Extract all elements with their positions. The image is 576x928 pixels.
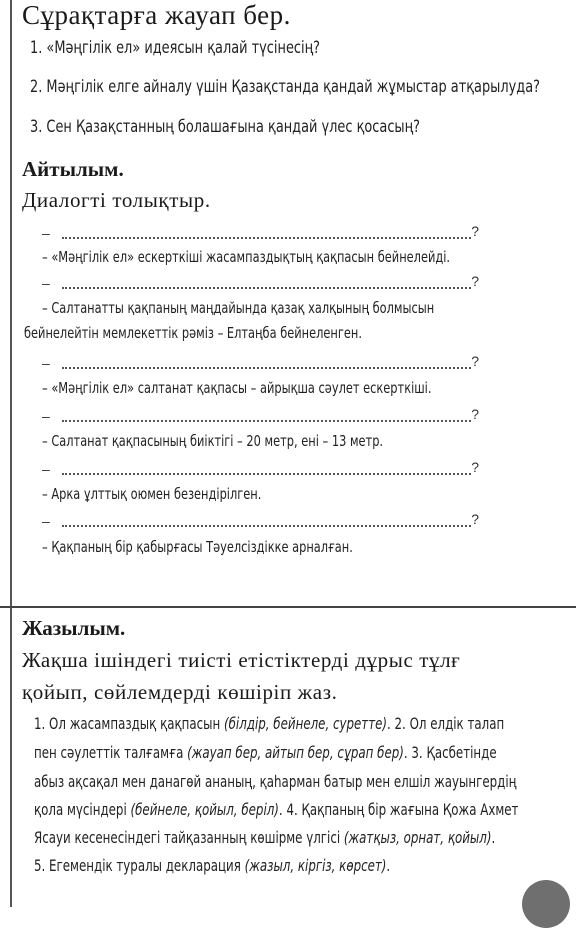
writing-heading: Жазылым. [22,616,126,640]
dialogue-blank: – ? [42,223,479,241]
left-margin-rule [10,0,12,907]
exercise-line-3: абыз ақсақал мен данагөй ананың, қаһарман батыр мен елшіл жауынгердің [34,772,517,791]
dialogue-blank: – ? [42,273,479,291]
exercise-line-2: пен сәулеттік талғамға (жауап бер, айтып бер, сұрап бер). 3. Қасбетінде [34,743,497,762]
exercise-line-6: 5. Егемендік туралы декларация (жазыл, кіргіз, көрсет). [34,856,391,875]
speaking-task: Диалогті толықтыр. [22,188,211,212]
section-title: Сұрақтарға жауап бер. [22,0,291,30]
question-3: 3. Сен Қазақстанның болашағына қандай үлес қосасың? [30,117,421,137]
dialogue-blank: – ? [42,353,479,371]
dialogue-answer: – Салтанатты қақпаның маңдайында қазақ халқының болмысын [42,299,435,317]
section-divider [0,606,576,608]
writing-task-line-2: қойып, сөйлемдерді көшіріп жаз. [22,680,338,704]
exercise-line-4: қола мүсіндері (бейнеле, қойыл, беріл). 4. Қақпаның бір жағына Қожа Ахмет [34,800,519,819]
exercise-line-1: 1. Ол жасампаздық қақпасын (білдір, бейнеле, суретте). 2. Ол елдік талап [34,714,505,733]
dialogue-answer: – «Мәңгілік ел» салтанат қақпасы – айрықша сәулет ескерткіші. [42,379,432,397]
exercise-line-5: Ясауи кесенесіндегі тайқазанның көшірме үлгісі (жатқыз, орнат, қойыл). [34,828,496,847]
dialogue-answer: – Арка ұлттық оюмен безендірілген. [42,485,262,503]
dialogue-blank: – ? [42,406,479,424]
floating-action-circle[interactable] [522,880,570,928]
dialogue-answer: – Қақпаның бір қабырғасы Тәуелсіздікке арналған. [42,538,353,556]
dialogue-answer: – Салтанат қақпасының биіктігі – 20 метр, ені – 13 метр. [42,432,384,450]
writing-task-line-1: Жақша ішіндегі тиісті етістіктерді дұрыс тұлғ [22,648,461,672]
dialogue-blank: – ? [42,511,479,529]
dialogue-blank: – ? [42,459,479,477]
question-2: 2. Мәңгілік елге айналу үшін Қазақстанда қандай жұмыстар атқарылуда? [30,77,540,97]
dialogue-answer: – «Мәңгілік ел» ескерткіші жасампаздықтың қақпасын бейнелейді. [42,248,451,266]
speaking-heading: Айтылым. [22,157,124,181]
question-1: 1. «Мәңгілік ел» идеясын қалай түсінесің? [30,38,320,58]
dialogue-answer-continued: бейнелейтін мемлекеттік рәміз – Елтаңба бейнеленген. [24,324,362,342]
